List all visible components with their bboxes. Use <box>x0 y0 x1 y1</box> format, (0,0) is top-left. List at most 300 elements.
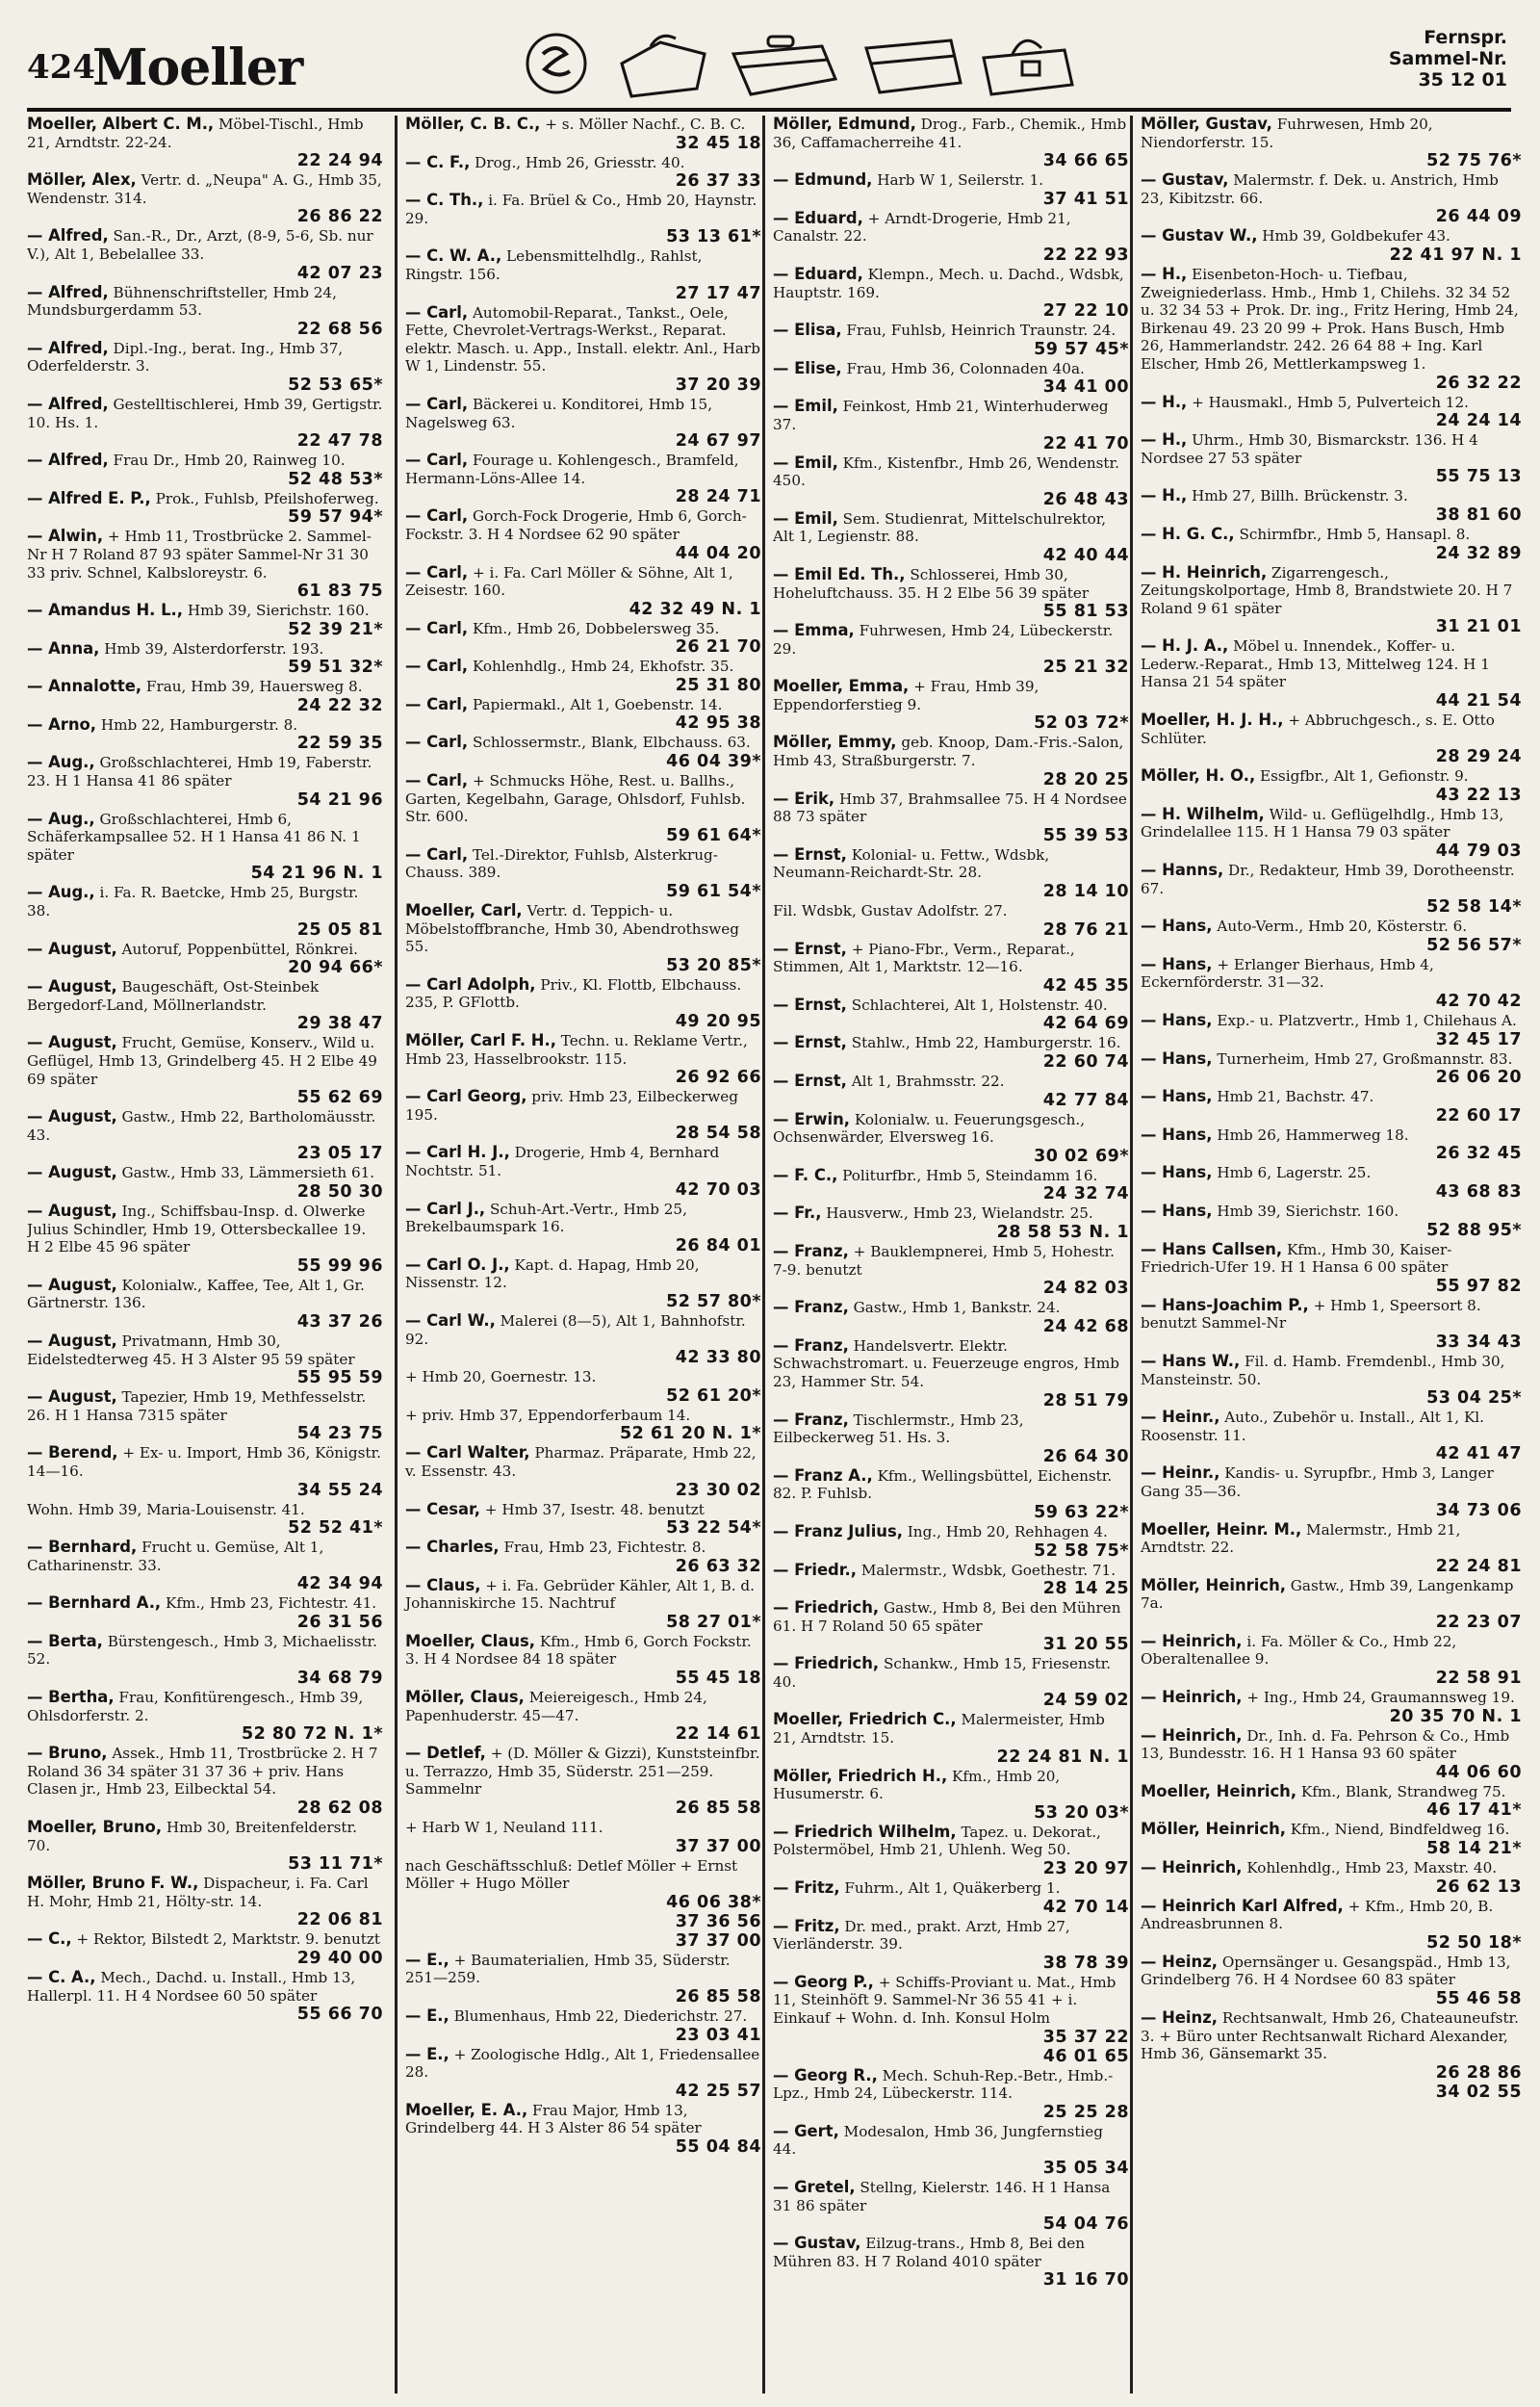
phone-number: 46 04 39* <box>666 752 761 772</box>
entry-details: Meiereigesch., Hmb 24, Papenhuderstr. 45—47. <box>405 1689 707 1724</box>
phone-number: 22 68 56 <box>296 319 383 339</box>
entry-name: — H., <box>1141 264 1188 283</box>
phone-number: 55 45 18 <box>675 1669 761 1689</box>
phone-number: 22 47 78 <box>296 431 383 452</box>
phone-number: 26 62 13 <box>1435 1876 1522 1897</box>
phone-number: 26 64 30 <box>1042 1446 1129 1466</box>
entry-details: Schlossermstr., Blank, Elbchauss. 63. <box>472 734 751 752</box>
phone-number: 22 24 81 <box>1435 1556 1522 1576</box>
entry-details: + Ing., Hmb 24, Graumannsweg 19. <box>1246 1689 1515 1707</box>
phone-number: 55 39 53 <box>1042 825 1129 845</box>
entry-details: i. Fa. Brüel & Co., Hmb 20, Haynstr. 29. <box>405 192 757 227</box>
entry-details: Drog., Farb., Chemik., Hmb 36, Caffamacherreihe 41. <box>773 116 1127 151</box>
phone-number: 52 57 80* <box>666 1291 761 1311</box>
entry-name: — August, <box>27 1201 117 1220</box>
entry-details: Feinkost, Hmb 21, Winterhuderweg 37. <box>773 398 1109 433</box>
directory-entry <box>773 566 1129 621</box>
directory-entry <box>1141 1689 1522 1726</box>
entry-name: Möller, Emmy, <box>773 733 897 752</box>
entry-name: — Friedrich, <box>773 1598 880 1618</box>
directory-entry <box>773 1918 1129 1973</box>
phone-number: 53 20 85* <box>666 955 761 975</box>
entry-details: Hmb 27, Billh. Brückenstr. 3. <box>1192 487 1408 505</box>
entry-name: — Alfred, <box>27 226 109 246</box>
phone-number: 28 20 25 <box>1042 769 1129 789</box>
entry-name: — C. F., <box>405 152 471 171</box>
entry-name: — Emil Ed. Th., <box>773 564 906 583</box>
entry-name: — Carl, <box>405 771 469 790</box>
directory-entry <box>27 1689 383 1744</box>
phone-number: 53 20 03* <box>1034 1802 1129 1823</box>
entry-name: — Carl, <box>405 618 469 637</box>
entry-details: Baugeschäft, Ost-Steinbek Bergedorf-Land, Möllnerlandstr. <box>27 978 320 1014</box>
entry-name: — Hans Callsen, <box>1141 1239 1283 1258</box>
phone-number: 37 20 39 <box>675 375 761 395</box>
phone-number: 42 40 44 <box>1042 545 1129 565</box>
directory-entry <box>1141 1783 1522 1821</box>
phone-number: 33 34 43 <box>1435 1332 1522 1352</box>
directory-entry <box>773 941 1129 996</box>
directory-entry <box>1141 1126 1522 1164</box>
entry-details: Frucht, Gemüse, Konserv., Wild u. Geflügel, Hmb 13, Grindelberg 45. H 2 Elbe 49 69 später <box>27 1034 377 1088</box>
wallet-icon <box>866 40 961 92</box>
entry-details: Malermeister, Hmb 21, Arndtstr. 15. <box>773 1711 1105 1747</box>
directory-entry <box>405 564 761 619</box>
directory-entry <box>1141 1954 1522 2008</box>
directory-entry <box>1141 2009 1522 2102</box>
phone-exchange-info <box>1389 27 1507 91</box>
entry-details: geb. Knoop, Dam.-Fris.-Salon, Hmb 43, Straßburgerstr. 7. <box>773 734 1124 770</box>
directory-entry <box>405 192 761 246</box>
phone-number: 23 30 02 <box>675 1480 761 1500</box>
entry-details: Wohn. Hmb 39, Maria-Louisenstr. 41. <box>27 1500 305 1518</box>
phone-number: 59 51 32* <box>288 658 383 678</box>
entry-name: Möller, Bruno F. W., <box>27 1874 199 1893</box>
entry-details: + Schmucks Höhe, Rest. u. Ballhs., Garten, Kegelbahn, Garage, Ohlsdorf, Fuhlsb. Str. 600. <box>405 772 746 826</box>
entry-details: Kfm., Blank, Strandweg 75. <box>1300 1782 1506 1800</box>
entry-name: — Hans, <box>1141 917 1213 936</box>
directory-entry <box>773 1711 1129 1766</box>
entry-details: + Hmb 11, Trostbrücke 2. Sammel-Nr H 7 Roland 87 93 später Sammel-Nr 31 30 33 priv. Schnel, Kalbsloreystr. 6. <box>27 528 372 582</box>
entry-details: Fuhrwesen, Hmb 20, Niendorferstr. 15. <box>1141 116 1433 151</box>
entry-details: + Schiffs-Proviant u. Mat., Hmb 11, Steinhöft 9. Sammel-Nr 36 55 41 + i. Einkauf + Wohn. d. Inh. Konsul Holm <box>773 1973 1116 2027</box>
phone-number: 42 70 03 <box>675 1179 761 1200</box>
page-header <box>27 21 1511 112</box>
directory-entry <box>27 941 383 978</box>
entry-name: — Franz, <box>773 1410 849 1429</box>
directory-entry <box>405 1689 761 1744</box>
phone-number: 52 48 53* <box>288 469 383 489</box>
entry-details: Kohlenhdlg., Hmb 23, Maxstr. 40. <box>1246 1859 1498 1877</box>
phone-number: 22 60 17 <box>1435 1105 1522 1126</box>
entry-name: Moeller, Heinr. M., <box>1141 1519 1302 1539</box>
entry-details: + Harb W 1, Neuland 111. <box>405 1819 603 1837</box>
directory-entry <box>1141 487 1522 525</box>
entry-name: — Carl, <box>405 733 469 752</box>
phone-number: 31 20 55 <box>1042 1635 1129 1655</box>
phone-number: 27 17 47 <box>675 283 761 303</box>
directory-entry <box>27 1108 383 1163</box>
directory-entry <box>27 1501 383 1539</box>
entry-details: + Bauklempnerei, Hmb 5, Hohestr. 7-9. benutzt <box>773 1242 1115 1279</box>
entry-details: Kfm., Hmb 23, Fichtestr. 41. <box>165 1594 377 1613</box>
phone-number: 44 04 20 <box>675 543 761 563</box>
entry-name: — Heinrich, <box>1141 1688 1243 1707</box>
phone-number: 26 85 58 <box>675 1987 761 2006</box>
directory-entry <box>773 454 1129 509</box>
entry-name: Möller, Friedrich H., <box>773 1766 948 1785</box>
phone-number: 26 32 45 <box>1435 1144 1522 1164</box>
entry-name: — Eduard, <box>773 264 863 283</box>
directory-entry <box>1141 1203 1522 1240</box>
directory-entry <box>405 902 761 975</box>
directory-entry <box>405 452 761 506</box>
entry-details: Privatmann, Hmb 30, Eidelstedterweg 45. H 3 Alster 95 59 später <box>27 1332 355 1368</box>
entry-name: — H. Wilhelm, <box>1141 804 1265 823</box>
entry-details: Frau, Konfitürengesch., Hmb 39, Ohlsdorferstr. 2. <box>27 1689 364 1724</box>
directory-entry <box>27 452 383 489</box>
entry-details: Hmb 22, Hamburgerstr. 8. <box>100 715 298 734</box>
phone-number: 29 38 47 <box>296 1014 383 1034</box>
entry-details: Hausverw., Hmb 23, Wielandstr. 25. <box>826 1204 1093 1223</box>
directory-entry <box>405 1539 761 1576</box>
phone-number: 52 58 75* <box>1034 1540 1129 1561</box>
entry-name: — Fritz, <box>773 1916 840 1935</box>
entry-name: — Eduard, <box>773 208 863 227</box>
entry-name: — Erik, <box>773 789 835 808</box>
entry-details: Blumenhaus, Hmb 22, Diederichstr. 27. <box>453 2007 748 2025</box>
directory-entry <box>773 1243 1129 1298</box>
phone-number: 58 27 01* <box>666 1612 761 1632</box>
phone-number: 54 04 76 <box>1042 2214 1129 2235</box>
entry-name: — H. J. A., <box>1141 636 1229 656</box>
entry-details: Kfm., Kistenfbr., Hmb 26, Wendenstr. 450. <box>773 453 1119 490</box>
directory-entry <box>405 1952 761 2006</box>
entry-details: Bäckerei u. Konditorei, Hmb 15, Nagelsweg 63. <box>405 395 713 431</box>
entry-name: — Carl, <box>405 562 469 582</box>
phone-number: 28 58 53 N. 1 <box>996 1222 1129 1242</box>
phone-number: 55 95 59 <box>296 1368 383 1388</box>
directory-entry <box>773 398 1129 453</box>
entry-name: — Bernhard A., <box>27 1593 162 1613</box>
entry-name: — Franz, <box>773 1335 849 1355</box>
directory-entry <box>1141 1577 1522 1632</box>
entry-details: Hmb 39, Sierichstr. 160. <box>1217 1202 1399 1220</box>
entry-details: + Erlanger Bierhaus, Hmb 4, Eckernförderstr. 31—32. <box>1141 955 1434 992</box>
directory-entry <box>405 658 761 695</box>
phone-number: 24 42 68 <box>1042 1316 1129 1336</box>
directory-entry <box>405 1144 761 1199</box>
directory-entry <box>773 2179 1129 2234</box>
entry-name: — Bernhard, <box>27 1538 138 1557</box>
entry-name: — Emil, <box>773 397 838 416</box>
phone-number: 52 50 18* <box>1426 1932 1522 1953</box>
directory-entry <box>405 2007 761 2045</box>
directory-entry <box>773 322 1129 359</box>
phone-number: 28 24 71 <box>675 487 761 507</box>
directory-entry <box>405 1312 761 1367</box>
directory-entry <box>773 996 1129 1034</box>
directory-columns <box>27 116 1522 2394</box>
phone-number: 25 05 81 <box>296 919 383 940</box>
entry-name: — H. G. C., <box>1141 524 1235 543</box>
entry-name: Möller, C. B. C., <box>405 116 541 133</box>
directory-entry <box>27 1444 383 1499</box>
entry-name: — Hans, <box>1141 1048 1213 1068</box>
entry-details: i. Fa. Möller & Co., Hmb 22, Oberaltenallee 9. <box>1141 1632 1457 1669</box>
directory-entry <box>1141 1859 1522 1897</box>
directory-entry <box>1141 1164 1522 1202</box>
entry-details: Papiermakl., Alt 1, Goebenstr. 14. <box>472 695 723 713</box>
briefcase-icon <box>984 40 1072 94</box>
entry-details: Ing., Hmb 20, Rehhagen 4. <box>907 1522 1108 1540</box>
phone-number: 44 79 03 <box>1435 841 1522 862</box>
entry-name: Moeller, Albert C. M., <box>27 116 215 133</box>
entry-name: — Claus, <box>405 1575 481 1594</box>
entry-name: — Carl, <box>405 657 469 676</box>
entry-details: Eilzug-trans., Hmb 8, Bei den Mühren 83. H 7 Roland 4010 später <box>773 2235 1086 2270</box>
entry-details: + Baumaterialien, Hmb 35, Süderstr. 251—259. <box>405 1951 731 1987</box>
directory-entry <box>27 171 383 226</box>
phone-number: 37 37 00 <box>675 1930 761 1951</box>
entry-name: — Carl H. J., <box>405 1143 510 1162</box>
directory-entry <box>1141 1050 1522 1088</box>
phone-number: 38 81 60 <box>1435 505 1522 525</box>
phone-number: 54 21 96 N. 1 <box>250 864 383 884</box>
entry-details: Malermstr., Wdsbk, Goethestr. 71. <box>860 1561 1116 1579</box>
entry-details: Opernsänger u. Gesangspäd., Hmb 13, Grindelberg 76. H 4 Nordsee 60 83 später <box>1141 1953 1511 1989</box>
entry-details: + Hmb 1, Speersort 8. benutzt Sammel-Nr <box>1141 1296 1481 1333</box>
entry-details: Kohlenhdlg., Hmb 24, Ekhofstr. 35. <box>472 658 734 676</box>
vignette-logo-strip <box>516 25 1113 104</box>
entry-name: — Emma, <box>773 621 855 640</box>
entry-details: Tapez. u. Dekorat., Polstermöbel, Hmb 21, Uhlenh. Weg 50. <box>773 1823 1101 1859</box>
directory-entry <box>405 116 761 153</box>
directory-entry <box>27 754 383 809</box>
phone-number: 54 23 75 <box>296 1424 383 1444</box>
entry-details: Frau, Hmb 23, Fichtestr. 8. <box>503 1539 706 1557</box>
directory-entry <box>773 1111 1129 1166</box>
directory-column-2 <box>395 116 761 2394</box>
entry-name: — Fritz, <box>773 1878 840 1898</box>
entry-name: — Heinrich Karl Alfred, <box>1141 1896 1344 1915</box>
entry-details: Großschlachterei, Hmb 19, Faberstr. 23. H 1 Hansa 41 86 später <box>27 754 372 790</box>
phone-number: 42 77 84 <box>1042 1090 1129 1110</box>
phone-number: 26 92 66 <box>675 1068 761 1088</box>
entry-name: — Heinrich, <box>1141 1725 1243 1745</box>
directory-entry <box>405 1201 761 1255</box>
phone-number: 20 94 66* <box>288 958 383 978</box>
suitcase-icon <box>733 37 835 94</box>
directory-entry <box>27 1277 383 1332</box>
directory-entry <box>773 210 1129 265</box>
entry-details: Kfm., Hmb 20, Husumerstr. 6. <box>773 1767 1061 1803</box>
phone-number: 42 70 42 <box>1435 992 1522 1011</box>
entry-name: — Franz, <box>773 1241 849 1260</box>
entry-details: Malermstr., Hmb 21, Arndtstr. 22. <box>1141 1520 1461 1557</box>
phone-number: 26 48 43 <box>1042 489 1129 509</box>
entry-name: — Georg R., <box>773 2065 878 2084</box>
phone-number: 26 85 58 <box>675 1799 761 1819</box>
phone-number: 28 76 21 <box>1042 919 1129 940</box>
directory-entry <box>1141 637 1522 711</box>
entry-name: — Franz A., <box>773 1465 873 1485</box>
entry-details: Tel.-Direktor, Fuhlsb, Alsterkrug-Chauss. 389. <box>405 845 718 882</box>
entry-details: Auto-Verm., Hmb 20, Kösterstr. 6. <box>1217 918 1468 936</box>
entry-details: Frau, Hmb 39, Hauersweg 8. <box>145 678 363 696</box>
entry-name: — Friedrich Wilhelm, <box>773 1822 957 1841</box>
entry-details: Drog., Hmb 26, Griesstr. 40. <box>475 153 685 171</box>
phone-number: 24 32 89 <box>1435 543 1522 563</box>
entry-details: + Hmb 20, Goernestr. 13. <box>405 1368 597 1386</box>
directory-entry <box>773 1204 1129 1242</box>
entry-details: Gastw., Hmb 39, Langenkamp 7a. <box>1141 1576 1514 1613</box>
phone-number: 34 66 65 <box>1042 151 1129 171</box>
directory-entry <box>773 2123 1129 2178</box>
phone-number: 44 21 54 <box>1435 691 1522 712</box>
directory-entry <box>27 1203 383 1276</box>
entry-details: Eisenbeton-Hoch- u. Tiefbau, Zweigniederlass. Hmb., Hmb 1, Chilehs. 32 34 52 u. 32 34 53 + Prok. Dr. ing., Fritz Hering, Hmb 24, Birkenau 49. 23 20 99 + Prok. Hans Busch, Hmb 26, Hammerlandstr. 242. 26 64 88 + Ing. Karl Elscher, Hmb 26, Mettlerkampsweg 1. <box>1141 265 1519 373</box>
directory-entry <box>1141 862 1522 917</box>
directory-entry <box>773 902 1129 940</box>
phone-number: 43 68 83 <box>1435 1181 1522 1202</box>
entry-name: — Gustav, <box>773 2234 861 2253</box>
entry-name: — C. W. A., <box>405 246 502 266</box>
entry-name: — Ernst, <box>773 1072 847 1090</box>
entry-name: — Bruno, <box>27 1744 108 1763</box>
entry-name: Moeller, E. A., <box>405 2100 528 2119</box>
directory-entry <box>27 1969 383 2024</box>
entry-details: Kfm., Wellingsbüttel, Eichenstr. 82. P. Fuhlsb. <box>773 1466 1113 1503</box>
entry-name: — C. Th., <box>405 191 484 210</box>
entry-name: — Erwin, <box>773 1109 851 1128</box>
entry-details: + Hmb 37, Isestr. 48. benutzt <box>484 1500 705 1518</box>
page-number: 424 <box>27 48 95 87</box>
entry-name: — Hans W., <box>1141 1351 1241 1370</box>
entry-details: Mech., Dachd. u. Install., Hmb 13, Hallerpl. 11. H 4 Nordsee 60 50 später <box>27 1969 356 2005</box>
entry-details: Autoruf, Poppenbüttel, Rönkrei. <box>121 940 358 958</box>
entry-name: Moeller, Friedrich C., <box>773 1710 957 1729</box>
entry-details: Hmb 39, Goldbekufer 43. <box>1262 227 1450 246</box>
directory-entry <box>27 1594 383 1632</box>
entry-name: — August, <box>27 1163 117 1182</box>
entry-details: Essigfbr., Alt 1, Gefionstr. 9. <box>1260 767 1469 786</box>
phone-number: 52 56 57* <box>1426 935 1522 955</box>
entry-details: Tapezier, Hmb 19, Methfesselstr. 26. H 1 Hansa 7315 später <box>27 1388 367 1424</box>
entry-details: Kfm., Niend, Bindfeldweg 16. <box>1290 1821 1510 1839</box>
entry-details: Handelsvertr. Elektr. Schwachstromart. u. Feuerzeuge engros, Hmb 23, Hammer Str. 54. <box>773 1336 1119 1390</box>
entry-details: Wild- u. Geflügelhdlg., Hmb 13, Grindelallee 115. H 1 Hansa 79 03 später <box>1141 805 1504 841</box>
entry-details: Alt 1, Brahmsstr. 22. <box>851 1073 1005 1090</box>
entry-name: Möller, H. O., <box>1141 766 1256 786</box>
entry-details: Frau Major, Hmb 13, Grindelberg 44. H 3 Alster 86 54 später <box>405 2101 702 2137</box>
directory-entry <box>405 1407 761 1444</box>
directory-entry <box>405 846 761 901</box>
entry-name: — Anna, <box>27 638 100 658</box>
phone-number: 22 41 97 N. 1 <box>1389 245 1522 265</box>
entry-details: Dr. med., prakt. Arzt, Hmb 27, Vierländerstr. 39. <box>773 1917 1070 1954</box>
entry-details: Großschlachterei, Hmb 6, Schäferkampsallee 52. H 1 Hansa 41 86 N. 1 später <box>27 810 361 864</box>
directory-entry <box>27 340 383 395</box>
entry-details: + Abbruchgesch., s. E. Otto Schlüter. <box>1141 712 1495 747</box>
directory-entry <box>405 1501 761 1539</box>
entry-details: Stellng, Kielerstr. 146. H 1 Hansa 31 86 später <box>773 2178 1111 2214</box>
entry-name: — August, <box>27 1331 117 1350</box>
entry-details: nach Geschäftsschluß: Detlef Möller + Ernst Möller + Hugo Möller <box>405 1856 738 1893</box>
phone-number: 52 88 95* <box>1426 1220 1522 1240</box>
entry-name: — Ernst, <box>773 995 847 1014</box>
entry-details: Kfm., Hmb 6, Gorch Fockstr. 3. H 4 Nordsee 84 18 später <box>405 1632 752 1669</box>
directory-entry <box>405 1032 761 1087</box>
entry-details: Hmb 37, Brahmsallee 75. H 4 Nordsee 88 73 später <box>773 789 1127 826</box>
phone-number: 42 45 35 <box>1042 975 1129 996</box>
entry-name: Moeller, Emma, <box>773 677 910 696</box>
entry-name: Moeller, Heinrich, <box>1141 1781 1297 1800</box>
entry-name: — Emil, <box>773 453 838 472</box>
entry-details: Kolonialw., Kaffee, Tee, Alt 1, Gr. Gärtnerstr. 136. <box>27 1276 365 1312</box>
phone-number: 22 41 70 <box>1042 433 1129 453</box>
entry-name: — Carl O. J., <box>405 1255 510 1274</box>
page-title: Moeller <box>92 39 303 97</box>
phone-number: 37 36 56 <box>675 1911 761 1931</box>
entry-details: priv. Hmb 23, Eilbeckerweg 195. <box>405 1088 738 1124</box>
entry-details: + Hausmakl., Hmb 5, Pulverteich 12. <box>1192 393 1469 411</box>
directory-entry <box>405 734 761 771</box>
entry-name: — Gustav, <box>1141 170 1229 190</box>
entry-name: — August, <box>27 1107 117 1126</box>
phone-number: 42 32 49 N. 1 <box>629 599 761 619</box>
phone-number: 28 14 10 <box>1042 882 1129 902</box>
entry-name: — Hans, <box>1141 1125 1213 1144</box>
entry-name: — Arno, <box>27 714 97 734</box>
entry-name: — Hans, <box>1141 1163 1213 1182</box>
directory-entry <box>1141 956 1522 1011</box>
phone-number: 22 60 74 <box>1042 1052 1129 1072</box>
entry-details: San.-R., Dr., Arzt, (8-9, 5-6, Sb. nur V.), Alt 1, Bebelallee 33. <box>27 227 373 263</box>
entry-details: Uhrm., Hmb 30, Bismarckstr. 136. H 4 Nordsee 27 53 später <box>1141 431 1478 467</box>
entry-name: — Bertha, <box>27 1688 115 1707</box>
entry-name: Möller, Claus, <box>405 1688 525 1707</box>
entry-name: — Alfred E. P., <box>27 488 151 507</box>
phone-number: 22 14 61 <box>675 1724 761 1745</box>
entry-name: Möller, Gustav, <box>1141 116 1272 133</box>
phone-number: 59 61 54* <box>666 882 761 902</box>
directory-entry <box>1141 1898 1522 1953</box>
directory-entry <box>773 622 1129 677</box>
phone-number: 31 16 70 <box>1042 2270 1129 2291</box>
handbag-icon <box>622 36 705 96</box>
directory-entry <box>1141 431 1522 486</box>
phone-number: 25 31 80 <box>675 675 761 695</box>
entry-name: — Franz, <box>773 1298 849 1317</box>
entry-details: Exp.- u. Platzvertr., Hmb 1, Chilehaus A. <box>1217 1012 1517 1029</box>
phone-number: 59 63 22* <box>1034 1502 1129 1522</box>
entry-name: — Ernst, <box>773 1033 847 1052</box>
phone-number: 55 46 58 <box>1435 1989 1522 2008</box>
directory-entry <box>1141 526 1522 563</box>
directory-entry <box>1141 918 1522 955</box>
entry-name: — Charles, <box>405 1538 500 1557</box>
entry-details: Tischlermstr., Hmb 23, Eilbeckerweg 51. Hs. 3. <box>773 1411 1024 1447</box>
phone-number: 43 22 13 <box>1435 785 1522 805</box>
directory-entry <box>773 1768 1129 1823</box>
phone-number: 26 44 09 <box>1435 207 1522 227</box>
entry-name: — Hans, <box>1141 1011 1213 1029</box>
directory-entry <box>773 510 1129 565</box>
entry-name: — Annalotte, <box>27 677 142 696</box>
entry-details: Dr., Redakteur, Hmb 39, Dorotheenstr. 67. <box>1141 862 1515 897</box>
directory-entry <box>405 247 761 302</box>
